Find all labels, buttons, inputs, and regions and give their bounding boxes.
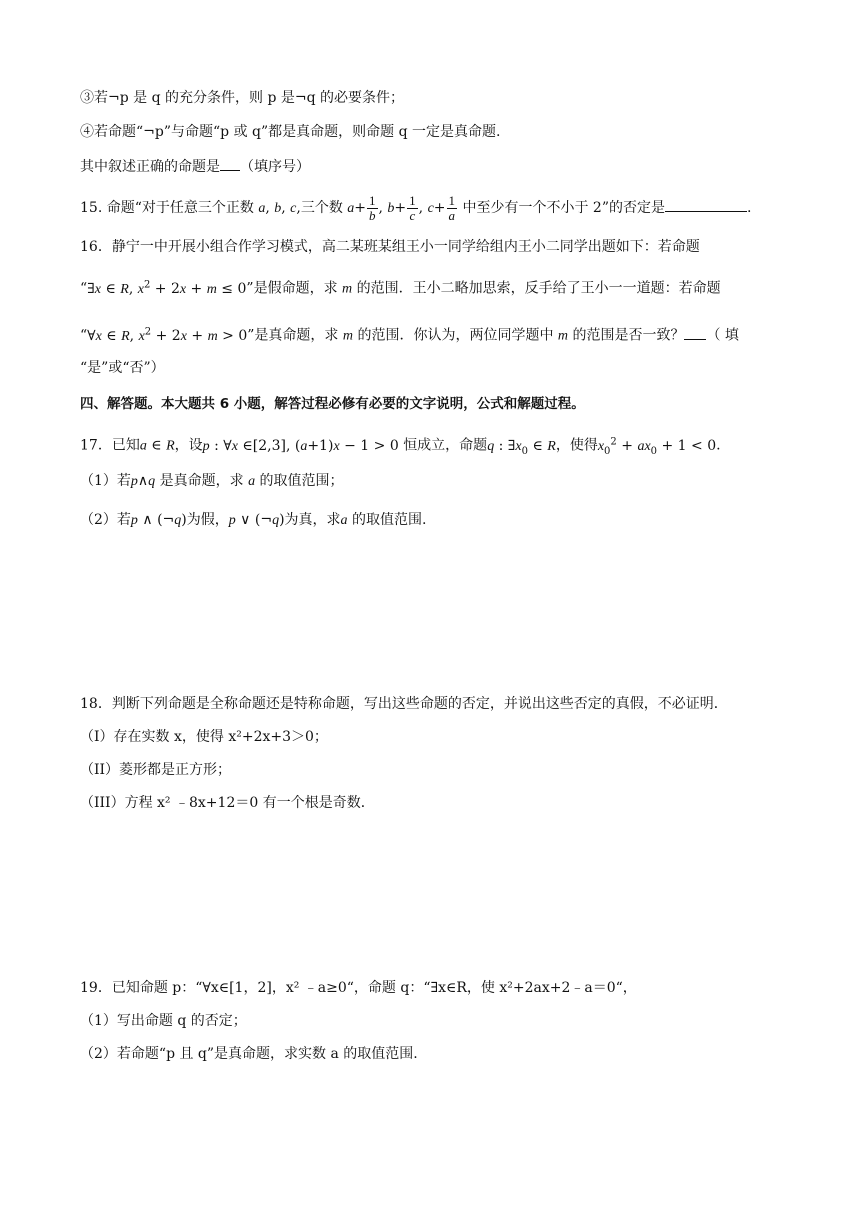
q17-part-1-text-a: （1）若 xyxy=(80,473,131,489)
q16-formula-1: ∃x ∈ R, $x^2 + 2x + m \le 0$ xyxy=(87,279,247,297)
q17-part-2-text-b: 为假， xyxy=(186,512,229,528)
answer-prompt-text: 其中叙述正确的命题是 xyxy=(80,159,220,175)
q16-line-3-text-b: ”是真命题，求 xyxy=(247,327,339,344)
statement-3 xyxy=(80,88,800,108)
answer-hint: （填序号） xyxy=(240,159,310,175)
q17-formula-q: q : $\exists x_0$ ∈ R xyxy=(487,437,556,457)
q17-part-1-text-c: 的取值范围； xyxy=(259,473,344,489)
q17-text-c: 恒成立，命题 xyxy=(403,437,488,454)
statement-4-text: ④若命题“¬p”与命题“p 或 q”都是真命题，则命题 q 一定是真命题. xyxy=(80,124,501,140)
question-17-part-1: （1）若p∧q 是真命题，求 a 的取值范围； xyxy=(80,473,344,489)
statement-4 xyxy=(80,122,800,142)
q16-line-2-text-b: ”是假命题，求 xyxy=(246,280,338,297)
question-15: 15. 命题“对于任意三个正数 a, b, c,三个数 a+ $\frac{1}{b}$ , b+ $\frac{1}{c}$ , c+ $\frac{1}{a}$ 中至少有一个不小于 2”的否定是 . xyxy=(80,192,752,223)
answer-blank[interactable] xyxy=(220,156,240,171)
q16-line-3-text-e: （ 填 xyxy=(706,327,739,344)
question-18-part-2 xyxy=(80,760,800,780)
q16-line-1-text: 16．静宁一中开展小组合作学习模式，高二某班某组王小一同学给组内王小二同学出题如下：若命题 xyxy=(80,239,700,255)
q15-text-a: 命题“对于任意三个正数 xyxy=(106,200,254,216)
q16-answer-blank[interactable] xyxy=(684,325,706,340)
q15-answer-blank[interactable] xyxy=(665,197,747,212)
q17-part-2-text-d: 的取值范围. xyxy=(352,512,427,528)
question-18-part-1 xyxy=(80,727,800,747)
q16-formula-2: ∀x ∈ R, $x^2 + 2x + m > 0$ xyxy=(87,326,248,344)
question-16-line-1 xyxy=(80,237,800,257)
q19-text: 19．已知命题 p：“∀x∈[1，2]，x² ﹣a≥0“，命题 q：“∃x∈R，使 x²+2ax+2﹣a＝0“， xyxy=(80,980,637,996)
q15-text-b: 中至少有一个不小于 2”的否定是 xyxy=(462,200,665,216)
fraction-1-over-a: $\frac{1}{a}$ xyxy=(448,192,456,223)
q16-line-3-text-c: 的范围．你认为，两位同学题中 xyxy=(357,327,554,344)
q16-line-4-text: “是”或“否”） xyxy=(80,360,165,376)
q17-part-1-text-b: 是真命题，求 xyxy=(159,473,244,489)
question-18-part-3 xyxy=(80,793,800,813)
q18-part-1-text: （I）存在实数 x，使得 x²+2x+3＞0； xyxy=(80,729,328,745)
q19-part-2-text: （2）若命题“p 且 q”是真命题，求实数 a 的取值范围. xyxy=(80,1046,418,1062)
q17-text-a: 17．已知 xyxy=(80,437,140,454)
fraction-1-over-c: $\frac{1}{c}$ xyxy=(409,192,416,223)
q18-text: 18．判断下列命题是全称命题还是特称命题，写出这些命题的否定，并说出这些否定的真假，不必证明． xyxy=(80,696,728,712)
statement-3-text: ③若¬p 是 q 的充分条件，则 p 是¬q 的必要条件； xyxy=(80,90,405,106)
q18-part-3-text: （III）方程 x² ﹣8x+12＝0 有一个根是奇数． xyxy=(80,795,375,811)
q15-number: 15. xyxy=(80,200,103,216)
question-16-line-2: “∃x ∈ R, $x^2 + 2x + m \le 0$”是假命题，求 m 的范围．王小二略加思索，反手给了王小一一道题：若命题 xyxy=(80,279,721,297)
question-16-line-3: “∀x ∈ R, $x^2 + 2x + m > 0$”是真命题，求 m 的范围．你认为，两位同学题中 m 的范围是否一致？ （ 填 xyxy=(80,326,739,344)
q17-text-d: ，使得 xyxy=(555,437,598,454)
q17-part-2-text-a: （2）若 xyxy=(80,512,131,528)
question-18 xyxy=(80,694,800,714)
q18-part-2-text: （II）菱形都是正方形； xyxy=(80,762,232,778)
q17-part-2-text-c: 为真，求 xyxy=(284,512,341,528)
question-17: 17．已知a ∈ R，设p : ∀x ∈[2,3], (a+1)x − 1 > 0 恒成立，命题q : $\exists x_0$ ∈ R，使得$x_0^2 + ax_0 + 1 < 0$. xyxy=(80,436,721,457)
question-17-part-2: （2）若p ∧ (¬q)为假，p ∨ (¬q)为真，求a 的取值范围. xyxy=(80,512,427,528)
q17-formula-ineq: $x_0^2 + ax_0 + 1 < 0$ xyxy=(597,436,717,457)
question-19-part-1 xyxy=(80,1011,800,1031)
answer-prompt xyxy=(80,156,800,177)
q17-formula-p: p : ∀x ∈[2,3], (a+1)x − 1 > 0 xyxy=(202,437,399,454)
section-4-heading-text: 四、解答题。本大题共 6 小题，解答过程必修有必要的文字说明，公式和解题过程。 xyxy=(80,396,585,412)
q15-math: a, b, c,三个数 a+ $\frac{1}{b}$ , b+ $\frac{1}{c}$ , c+ $\frac{1}{a}$ xyxy=(258,192,456,223)
section-4-heading xyxy=(80,394,800,414)
q16-line-2-text-c: 的范围．王小二略加思索，反手给了王小一一道题：若命题 xyxy=(356,280,721,297)
question-19 xyxy=(80,978,800,998)
q16-line-3-text-d: 的范围是否一致？ xyxy=(572,327,685,344)
q17-text-b: ，设 xyxy=(174,437,203,454)
question-19-part-2 xyxy=(80,1044,800,1064)
q19-part-1-text: （1）写出命题 q 的否定； xyxy=(80,1013,247,1029)
fraction-1-over-b: $\frac{1}{b}$ xyxy=(369,192,376,223)
question-16-line-4 xyxy=(80,358,800,378)
